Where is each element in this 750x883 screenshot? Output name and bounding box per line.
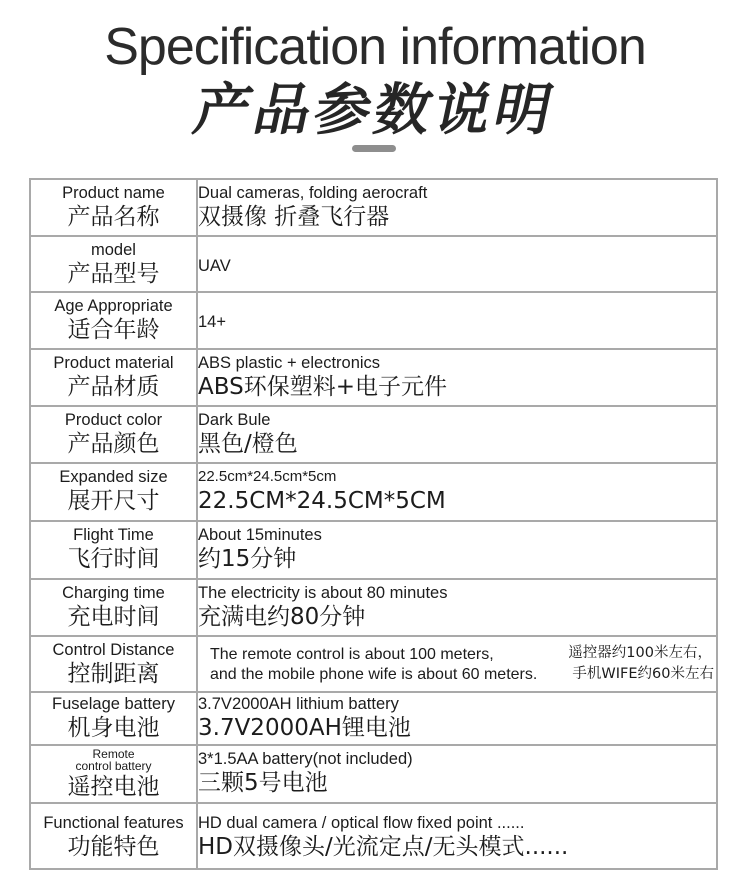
label-chinese: 机身电池 (67, 715, 160, 741)
row-value (197, 463, 717, 521)
spec-row-features (30, 803, 717, 869)
value-english: About 15minutes (198, 526, 322, 544)
spec-row-size (30, 463, 717, 521)
label-chinese: 充电时间 (67, 604, 160, 630)
label-english: Functional features (43, 814, 184, 832)
label-chinese: 飞行时间 (67, 546, 160, 572)
row-label (30, 292, 197, 349)
spec-row-remote-battery (30, 745, 717, 803)
row-value (197, 803, 717, 869)
spec-row-color (30, 406, 717, 463)
spec-row-fuselage-battery (30, 692, 717, 745)
value-english: 3.7V2000AH lithium battery (198, 695, 399, 713)
row-label (30, 406, 197, 463)
row-label (30, 521, 197, 579)
title-divider (352, 145, 396, 152)
row-label (30, 803, 197, 869)
value-english-line-2: and the mobile phone wife is about 60 meters. (210, 666, 538, 683)
value-chinese: 22.5CM*24.5CM*5CM (198, 488, 446, 514)
row-value (197, 692, 717, 745)
label-english: Product color (64, 411, 163, 429)
row-value (197, 179, 717, 236)
specification-table (29, 178, 718, 870)
label-chinese: 产品型号 (67, 261, 160, 287)
label-english-line-1: Remote (92, 747, 135, 761)
value-english: 22.5cm*24.5cm*5cm (198, 468, 337, 485)
label-english: Expanded size (59, 468, 168, 486)
value-chinese-line-2: 手机WIFE约60米左右 (572, 666, 714, 682)
label-chinese: 产品颜色 (67, 431, 160, 457)
row-label (30, 463, 197, 521)
spec-row-model (30, 236, 717, 292)
label-english: model (91, 241, 136, 259)
label-english: Flight Time (73, 526, 154, 544)
value-chinese: 约15分钟 (198, 546, 297, 572)
label-chinese: 遥控电池 (67, 774, 160, 800)
row-label (30, 179, 197, 236)
spec-row-material (30, 349, 717, 406)
row-value (197, 292, 717, 349)
label-chinese: 展开尺寸 (67, 488, 160, 514)
row-value (197, 579, 717, 636)
row-value (197, 349, 717, 406)
row-label (30, 579, 197, 636)
value-chinese-line-1: 遥控器约100米左右， (568, 645, 712, 661)
row-value (197, 636, 717, 692)
label-english: Product name (62, 184, 165, 202)
spec-row-charging-time (30, 579, 717, 636)
value-english: Dark Bule (198, 411, 271, 429)
label-chinese: 产品材质 (67, 374, 160, 400)
label-english-line-2: control battery (75, 759, 152, 773)
spec-row-age (30, 292, 717, 349)
label-chinese: 控制距离 (67, 661, 160, 687)
row-value (197, 236, 717, 292)
control-distance-value (210, 637, 716, 691)
page-title-english: Specification information (104, 18, 646, 76)
value-chinese: HD双摄像头/光流定点/无头模式...... (198, 834, 569, 860)
value-english: ABS plastic + electronics (198, 354, 381, 372)
row-label (30, 349, 197, 406)
row-label (30, 692, 197, 745)
value-english: 14+ (198, 313, 226, 331)
row-label (30, 745, 197, 803)
spec-row-product-name (30, 179, 717, 236)
spec-row-control-distance (30, 636, 717, 692)
label-chinese: 适合年龄 (67, 317, 160, 343)
label-chinese: 产品名称 (67, 204, 160, 230)
value-chinese: 充满电约80分钟 (198, 604, 366, 630)
value-english: 3*1.5AA battery(not included) (198, 750, 413, 768)
value-chinese: 双摄像 折叠飞行器 (198, 204, 390, 230)
label-english: Product material (53, 354, 174, 372)
label-english: Fuselage battery (52, 695, 175, 713)
label-english: Age Appropriate (54, 297, 173, 315)
row-label (30, 236, 197, 292)
value-english-line-1: The remote control is about 100 meters, (210, 646, 494, 663)
value-chinese: ABS环保塑料+电子元件 (198, 374, 447, 400)
row-label (30, 636, 197, 692)
row-value (197, 521, 717, 579)
value-english: The electricity is about 80 minutes (198, 584, 448, 602)
value-english: UAV (198, 257, 231, 275)
label-english: Control Distance (52, 641, 175, 659)
value-english: HD dual camera / optical flow fixed point ...... (198, 814, 525, 832)
value-english: Dual cameras, folding aerocraft (198, 184, 428, 202)
value-chinese: 3.7V2000AH锂电池 (198, 715, 411, 741)
value-chinese: 三颗5号电池 (198, 770, 328, 796)
page-title-chinese: 产品参数说明 (188, 78, 563, 143)
value-chinese: 黑色/橙色 (198, 431, 298, 457)
row-value (197, 406, 717, 463)
label-english: Charging time (62, 584, 165, 602)
row-value (197, 745, 717, 803)
label-chinese: 功能特色 (67, 834, 160, 860)
spec-row-flight-time (30, 521, 717, 579)
